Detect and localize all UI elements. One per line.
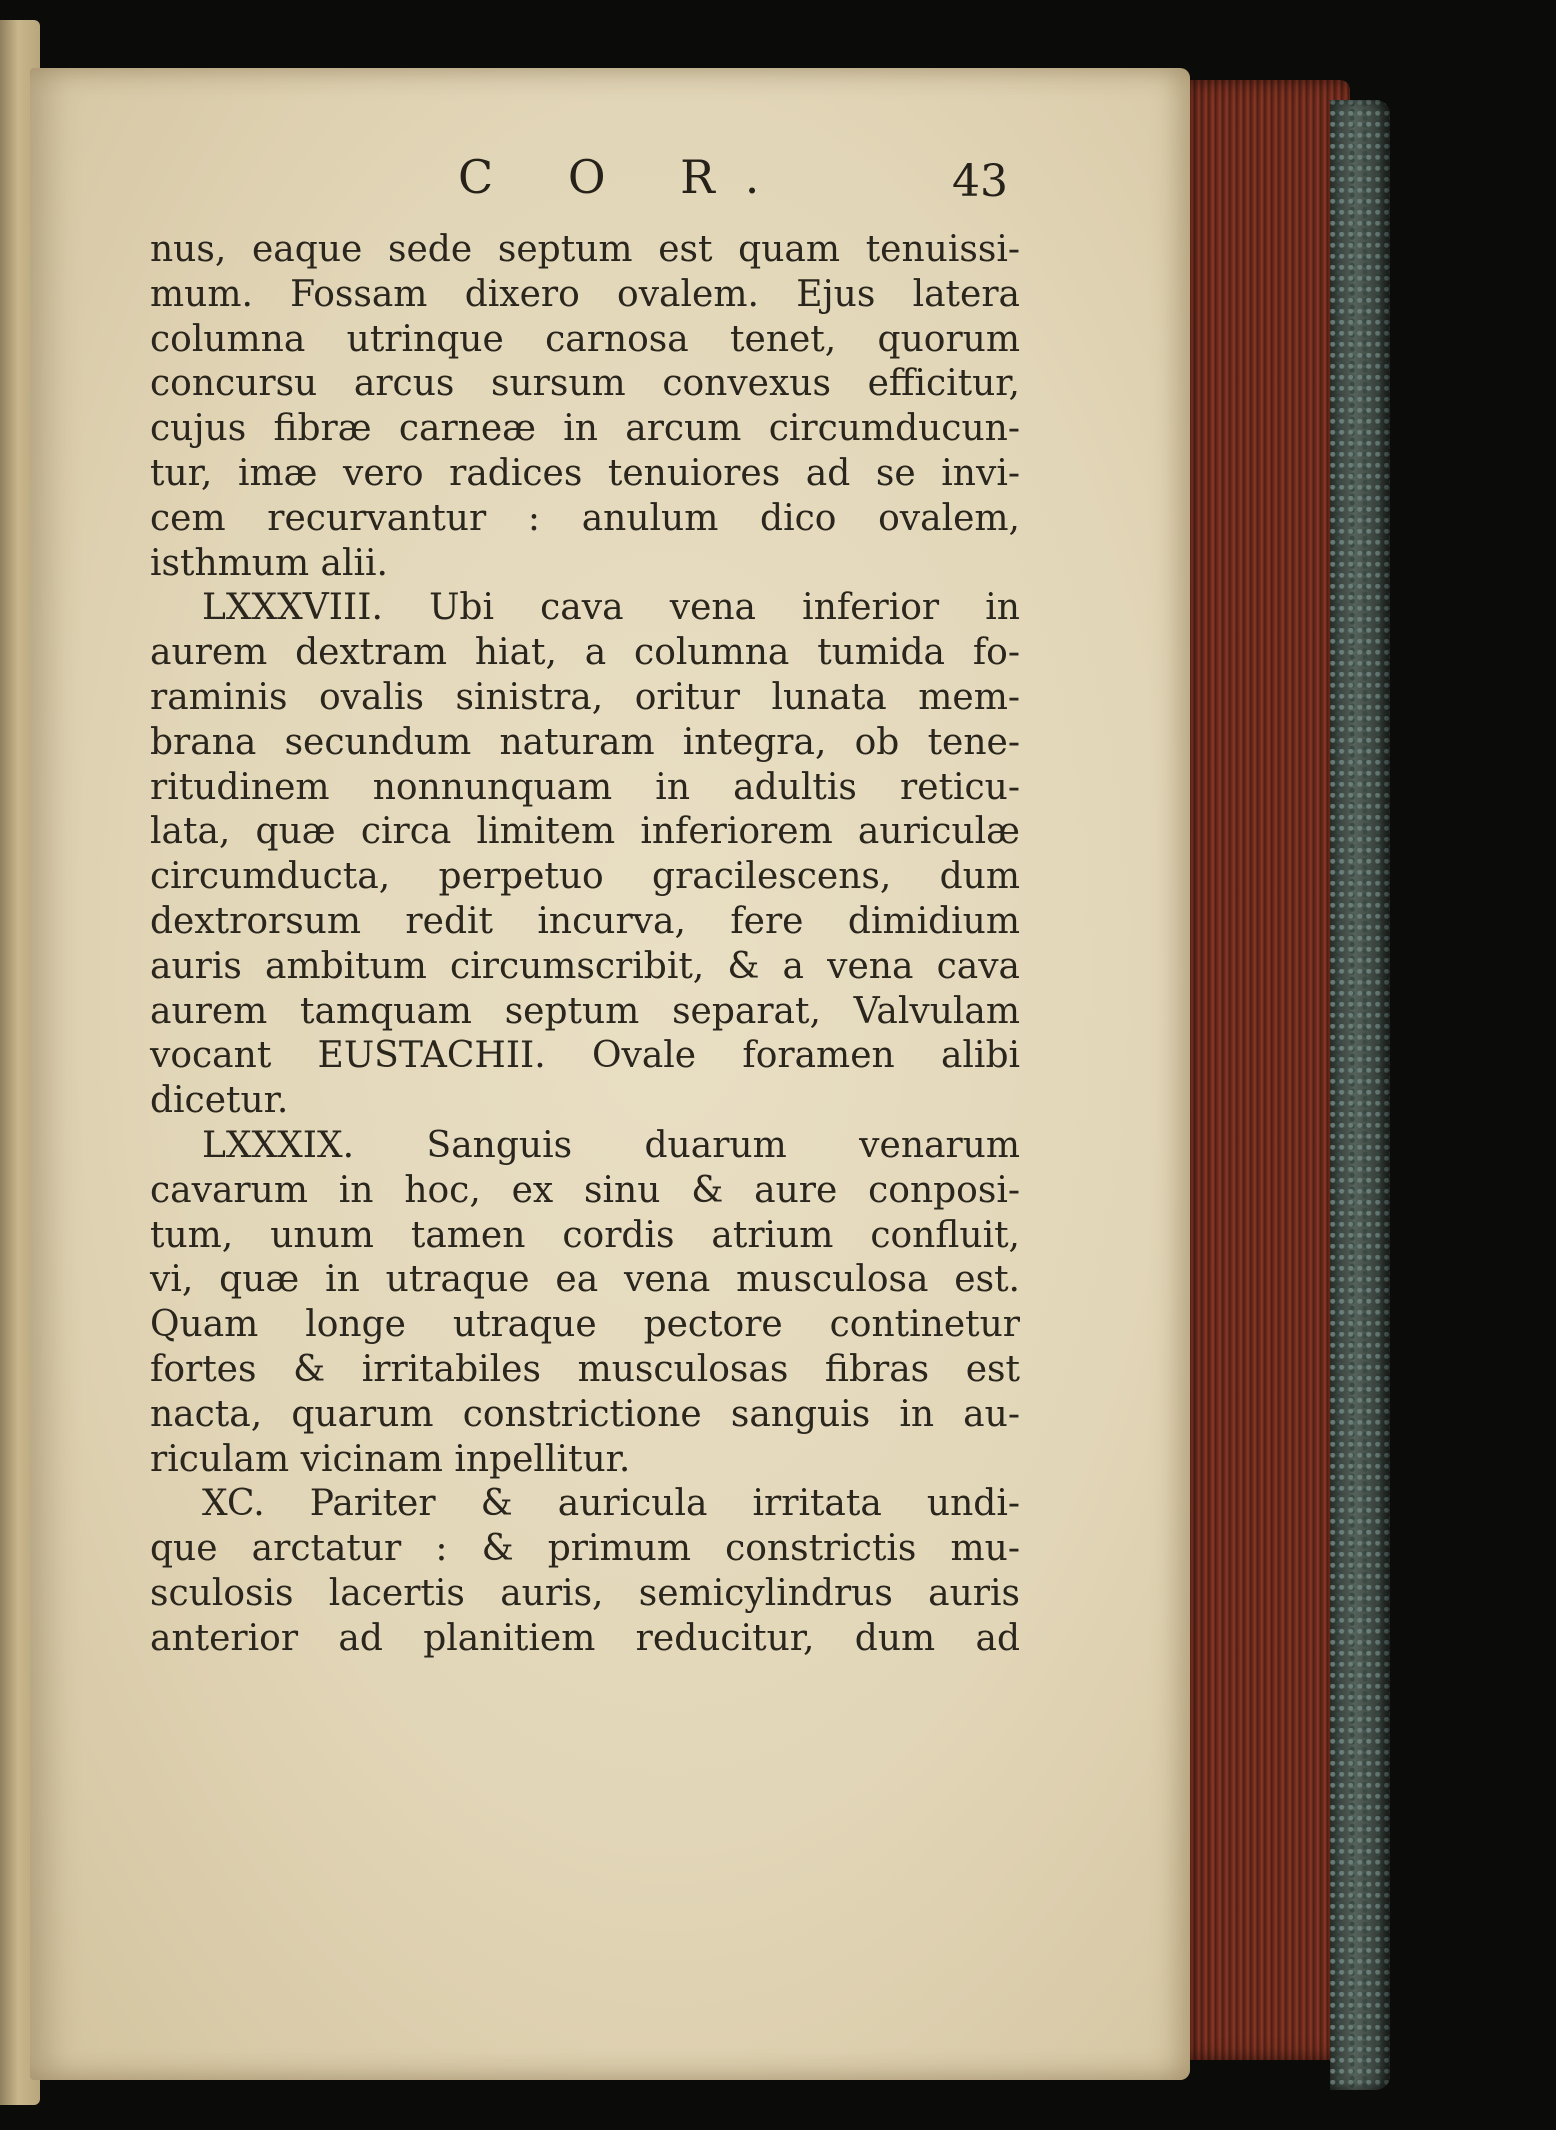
text-line: lata, quæ circa limitem inferiorem auriculæ	[150, 811, 1020, 853]
text-line: LXXXIX. Sanguis duarum venarum	[202, 1124, 1020, 1166]
text-line: brana secundum naturam integra, ob tene-	[150, 721, 1020, 763]
text-line: cem recurvantur : anulum dico ovalem,	[150, 497, 1020, 539]
text-line: Quam longe utraque pectore continetur	[150, 1304, 1020, 1346]
text-line: isthmum alii.	[150, 542, 388, 584]
text-line: aurem dextram hiat, a columna tumida fo-	[150, 632, 1020, 674]
text-line: dicetur.	[150, 1080, 289, 1122]
text-line: que arctatur : & primum constrictis mu-	[150, 1528, 1020, 1570]
text-line: tur, imæ vero radices tenuiores ad se invi-	[150, 452, 1020, 494]
text-line: cavarum in hoc, ex sinu & aure conposi-	[150, 1169, 1020, 1211]
page-block-fore-edge	[1180, 80, 1350, 2060]
text-line: sculosis lacertis auris, semicylindrus auris	[150, 1572, 1020, 1614]
running-head: C O R.	[458, 150, 790, 204]
text-line: dextrorsum redit incurva, fere dimidium	[150, 900, 1020, 942]
text-line: anterior ad planitiem reducitur, dum ad	[150, 1617, 1020, 1659]
text-line: cujus fibræ carneæ in arcum circumducun-	[150, 408, 1020, 450]
page-number: 43	[952, 156, 1008, 207]
text-line: aurem tamquam septum separat, Valvulam	[150, 990, 1020, 1032]
text-line: circumducta, perpetuo gracilescens, dum	[150, 856, 1020, 898]
text-line: raminis ovalis sinistra, oritur lunata mem-	[150, 676, 1020, 718]
text-line: nus, eaque sede septum est quam tenuissi-	[150, 229, 1020, 270]
body-text	[150, 228, 1020, 1662]
text-line: fortes & irritabiles musculosas fibras est	[150, 1348, 1020, 1390]
text-line: columna utrinque carnosa tenet, quorum	[150, 318, 1020, 360]
text-line: vocant EUSTACHII. Ovale foramen alibi	[150, 1035, 1020, 1077]
text-line: LXXXVIII. Ubi cava vena inferior in	[202, 587, 1020, 629]
text-line: XC. Pariter & auricula irritata undi-	[202, 1483, 1020, 1525]
text-line: nacta, quarum constrictione sanguis in au-	[150, 1393, 1020, 1435]
text-line: riculam vicinam inpellitur.	[150, 1438, 631, 1480]
text-line: mum. Fossam dixero ovalem. Ejus latera	[150, 273, 1020, 315]
text-line: ritudinem nonnunquam in adultis reticu-	[150, 766, 1020, 808]
text-line: vi, quæ in utraque ea vena musculosa est.	[150, 1259, 1020, 1301]
text-line: tum, unum tamen cordis atrium confluit,	[150, 1214, 1020, 1256]
book-cover-board	[1330, 100, 1390, 2090]
page-header	[148, 150, 1008, 210]
text-line: concursu arcus sursum convexus efficitur,	[150, 363, 1020, 405]
text-line: auris ambitum circumscribit, & a vena cava	[150, 945, 1020, 987]
